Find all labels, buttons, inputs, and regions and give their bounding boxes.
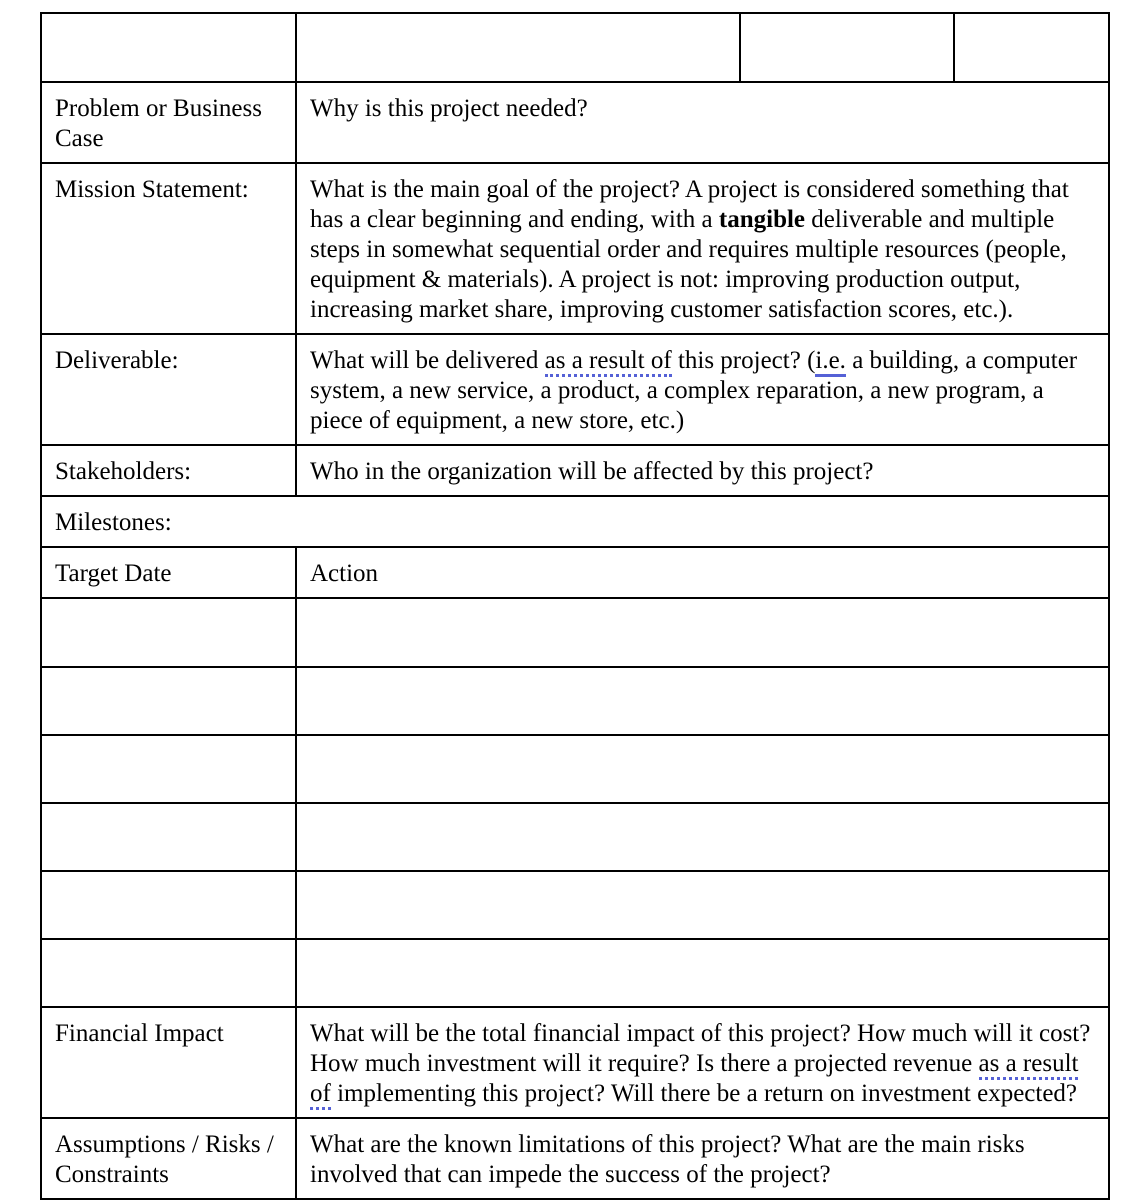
grammar-flag-underline[interactable]: as a result of xyxy=(310,1050,1078,1110)
financial-row xyxy=(41,1007,1109,1118)
target-date-label: Target Date xyxy=(41,547,296,598)
milestone-row xyxy=(41,939,1109,1007)
mission-text-bold: tangible xyxy=(718,206,806,233)
milestone-date-cell[interactable] xyxy=(41,735,296,803)
ie-underline[interactable]: i.e. xyxy=(815,347,846,377)
deliverable-text-b: this project? ( xyxy=(671,347,816,374)
milestone-date-cell[interactable] xyxy=(41,939,296,1007)
milestone-row xyxy=(41,735,1109,803)
milestone-action-cell[interactable] xyxy=(296,803,1109,871)
mission-label: Mission Statement: xyxy=(41,163,296,334)
financial-text-a: What will be the total financial impact of this project? How much will it cost? How much investment will it require? Is there a projected revenue xyxy=(310,1020,1091,1077)
milestone-row xyxy=(41,598,1109,667)
milestone-action-cell[interactable] xyxy=(296,735,1109,803)
assumptions-row xyxy=(41,1118,1109,1199)
stakeholders-text[interactable]: Who in the organization will be affected by this project? xyxy=(296,445,1109,496)
financial-text[interactable] xyxy=(296,1007,1109,1118)
milestone-header-row xyxy=(41,547,1109,598)
deliverable-label: Deliverable: xyxy=(41,334,296,445)
stakeholders-row xyxy=(41,445,1109,496)
financial-label: Financial Impact xyxy=(41,1007,296,1118)
financial-text-b: implementing this project? Will there be a return on investment expected? xyxy=(330,1080,1078,1107)
deliverable-text-a: What will be delivered xyxy=(310,347,545,374)
mission-text-a: What is the main goal of the project? A project is considered something that has a clear beginning and ending, with a xyxy=(310,176,1069,233)
header-cell-3[interactable] xyxy=(740,13,954,82)
milestone-date-cell[interactable] xyxy=(41,667,296,735)
stakeholders-label: Stakeholders: xyxy=(41,445,296,496)
deliverable-text[interactable] xyxy=(296,334,1109,445)
milestone-date-cell[interactable] xyxy=(41,598,296,667)
problem-text[interactable]: Why is this project needed? xyxy=(296,82,1109,163)
header-row xyxy=(41,13,1109,82)
action-label: Action xyxy=(296,547,1109,598)
milestones-row xyxy=(41,496,1109,547)
milestone-row xyxy=(41,803,1109,871)
milestone-date-cell[interactable] xyxy=(41,803,296,871)
milestone-action-cell[interactable] xyxy=(296,871,1109,939)
milestone-action-cell[interactable] xyxy=(296,667,1109,735)
problem-row xyxy=(41,82,1109,163)
header-cell-2[interactable] xyxy=(296,13,740,82)
milestone-date-cell[interactable] xyxy=(41,871,296,939)
mission-row xyxy=(41,163,1109,334)
project-charter-table xyxy=(40,12,1110,1200)
milestone-row xyxy=(41,871,1109,939)
deliverable-text-c: a building, a computer system, a new service, a product, a complex reparation, a new program, a piece of equipment, a new store, etc.) xyxy=(310,347,1078,434)
mission-text[interactable] xyxy=(296,163,1109,334)
assumptions-text[interactable]: What are the known limitations of this project? What are the main risks involved that can impede the success of the project? xyxy=(296,1118,1109,1199)
grammar-flag-underline[interactable]: as a result of xyxy=(545,347,672,377)
mission-text-b: deliverable and multiple steps in somewhat sequential order and requires multiple resources (people, equipment & materials). A project is not: improving production output, increasing market share, improving customer satisfaction scores, etc.). xyxy=(310,206,1067,323)
problem-label: Problem or Business Case xyxy=(41,82,296,163)
deliverable-row xyxy=(41,334,1109,445)
header-cell-1[interactable] xyxy=(41,13,296,82)
milestone-row xyxy=(41,667,1109,735)
milestone-action-cell[interactable] xyxy=(296,939,1109,1007)
header-cell-4[interactable] xyxy=(954,13,1109,82)
assumptions-label: Assumptions / Risks / Constraints xyxy=(41,1118,296,1199)
milestone-action-cell[interactable] xyxy=(296,598,1109,667)
milestones-label: Milestones: xyxy=(41,496,1109,547)
